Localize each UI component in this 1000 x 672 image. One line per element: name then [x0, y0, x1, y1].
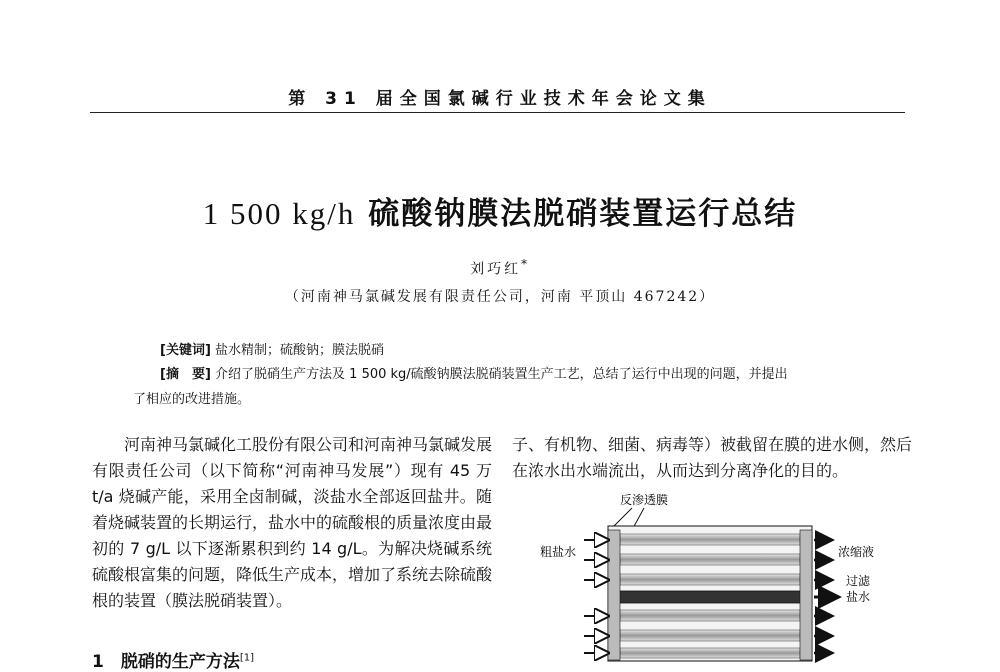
- label-membrane: 反渗透膜: [620, 493, 669, 507]
- label-filtered-2: 盐水: [846, 590, 871, 604]
- membrane-diagram: [540, 490, 900, 665]
- author: [0, 257, 1000, 279]
- section-heading: [92, 647, 254, 672]
- title-number: 1 500 kg/h: [202, 196, 356, 231]
- abstract-label: [摘 要]: [160, 367, 211, 382]
- membrane-pointer-1: [612, 508, 632, 528]
- section-ref: [1]: [239, 652, 255, 664]
- title-text: 硫酸钠膜法脱硝装置运行总结: [368, 196, 798, 232]
- author-mark: *: [521, 257, 530, 271]
- membrane-tube-1: [620, 534, 800, 545]
- keywords-text: 盐水精制；硫酸钠；膜法脱硝: [215, 343, 385, 358]
- header-rule: [90, 112, 905, 113]
- membrane-tube-2: [620, 554, 800, 565]
- end-cap-right: [800, 530, 812, 660]
- left-column: [92, 432, 492, 614]
- label-feed: 粗盐水: [540, 545, 577, 559]
- affiliation: （河南神马氯碱发展有限责任公司，河南 平顶山 467242）: [284, 289, 716, 305]
- right-paragraph: 子、有机物、细菌、病毒等）被截留在膜的进水侧，然后在浓水出水端流出，从而达到分离净化的目的。: [512, 435, 913, 480]
- running-header: 第 31 届全国氯碱行业技术年会论文集: [288, 89, 712, 109]
- membrane-tube-5: [620, 630, 800, 641]
- membrane-tube-4: [620, 610, 800, 621]
- keywords-line: [160, 339, 384, 358]
- central-tube: [610, 591, 810, 603]
- label-concentrate: 浓缩液: [838, 545, 875, 559]
- end-cap-left: [608, 530, 620, 660]
- right-column: [512, 432, 912, 484]
- keywords-label: [关键词]: [160, 343, 211, 358]
- section-heading-text: 1 脱硝的生产方法: [92, 652, 240, 672]
- abstract-line-1: [160, 363, 788, 382]
- author-name: 刘巧红: [470, 261, 522, 278]
- membrane-tube-6: [620, 648, 800, 658]
- label-filtered-1: 过滤: [846, 574, 871, 588]
- abstract-text-1: 介绍了脱硝生产方法及 1 500 kg/硫酸钠膜法脱硝装置生产工艺，总结了运行中出现的问题，并提出: [215, 367, 788, 382]
- abstract-line-2: 了相应的改进措施。: [133, 392, 251, 407]
- membrane-tube-3: [620, 574, 800, 585]
- paper-title: [0, 188, 1000, 233]
- left-paragraph: 河南神马氯碱化工股份有限公司和河南神马氯碱发展有限责任公司（以下简称“河南神马发展”）现有 45 万 t/a 烧碱产能，采用全卤制碱，淡盐水全部返回盐井。随着烧碱装置的长期运行，盐水中的硫酸根的质量浓度由最初的 7 g/L 以下逐渐累积到约 14 g/L。为解决烧碱系统硫酸根富集的问题，降低生产成本，增加了系统去除硫酸根的装置（膜法脱硝装置）。: [92, 435, 493, 610]
